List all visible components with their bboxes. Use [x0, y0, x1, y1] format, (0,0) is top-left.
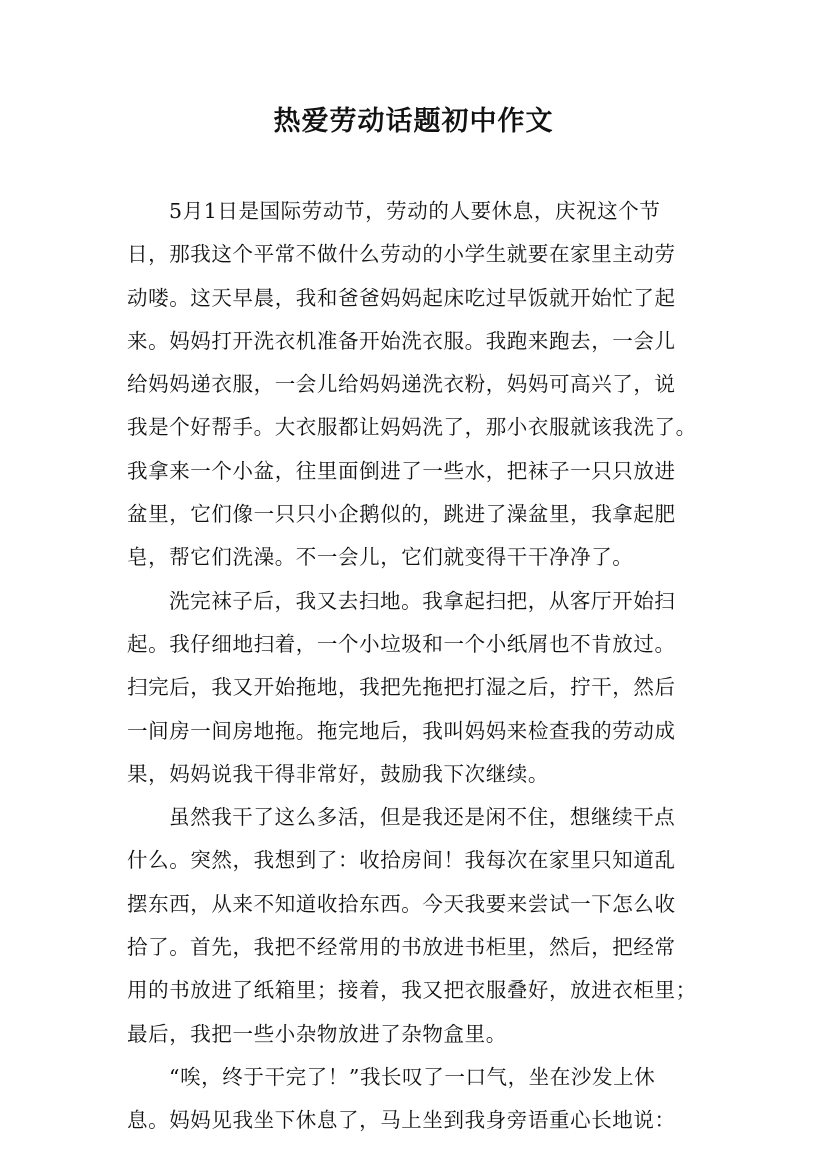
- paragraph-line: 息。妈妈见我坐下休息了，马上坐到我身旁语重心长地说：: [127, 1108, 676, 1133]
- paragraph-line: “唉，终于干完了！”我长叹了一口气，坐在沙发上休: [169, 1064, 656, 1089]
- paragraph-line: 果，妈妈说我干得非常好，鼓励我下次继续。: [127, 761, 549, 786]
- paragraph-line: 日，那我这个平常不做什么劳动的小学生就要在家里主动劳: [127, 242, 676, 267]
- paragraph-line: 摆东西，从来不知道收拾东西。今天我要来尝试一下怎么收: [127, 891, 676, 916]
- paragraph-line: 来。妈妈打开洗衣机准备开始洗衣服。我跑来跑去，一会儿: [127, 328, 676, 353]
- paragraph-line: 盆里，它们像一只只小企鹅似的，跳进了澡盆里，我拿起肥: [127, 502, 676, 527]
- paragraph-line: 我是个好帮手。大衣服都让妈妈洗了，那小衣服就该我洗了。: [127, 415, 697, 440]
- paragraph-line: 虽然我干了这么多活，但是我还是闲不住，想继续干点: [169, 805, 676, 830]
- paragraph-line: 5月1日是国际劳动节，劳动的人要休息，庆祝这个节: [169, 199, 661, 223]
- document-title: 热爱劳动话题初中作文: [273, 106, 554, 137]
- paragraph-line: 我拿来一个小盆，往里面倒进了一些水，把袜子一只只放进: [127, 458, 676, 483]
- paragraph-line: 什么。突然，我想到了：收拾房间！我每次在家里只知道乱: [127, 848, 676, 873]
- paragraph-line: 用的书放进了纸箱里；接着，我又把衣服叠好，放进衣柜里；: [127, 978, 697, 1003]
- essay-body: [127, 190, 707, 1143]
- paragraph-line: 拾了。首先，我把不经常用的书放进书柜里，然后，把经常: [127, 935, 676, 960]
- paragraph-line: 一间房一间房地拖。拖完地后，我叫妈妈来检查我的劳动成: [127, 718, 676, 743]
- paragraph-line: 扫完后，我又开始拖地，我把先拖把打湿之后，拧干，然后: [127, 675, 676, 700]
- paragraph-line: 洗完袜子后，我又去扫地。我拿起扫把，从客厅开始扫: [169, 588, 676, 613]
- paragraph-line: 给妈妈递衣服，一会儿给妈妈递洗衣粉，妈妈可高兴了，说: [127, 372, 676, 397]
- paragraph-line: 动喽。这天早晨，我和爸爸妈妈起床吃过早饭就开始忙了起: [127, 285, 676, 310]
- paragraph-line: 起。我仔细地扫着，一个小垃圾和一个小纸屑也不肯放过。: [127, 631, 676, 656]
- paragraph-line: 最后，我把一些小杂物放进了杂物盒里。: [127, 1021, 507, 1046]
- paragraph-line: 皂，帮它们洗澡。不一会儿，它们就变得干干净净了。: [127, 545, 634, 570]
